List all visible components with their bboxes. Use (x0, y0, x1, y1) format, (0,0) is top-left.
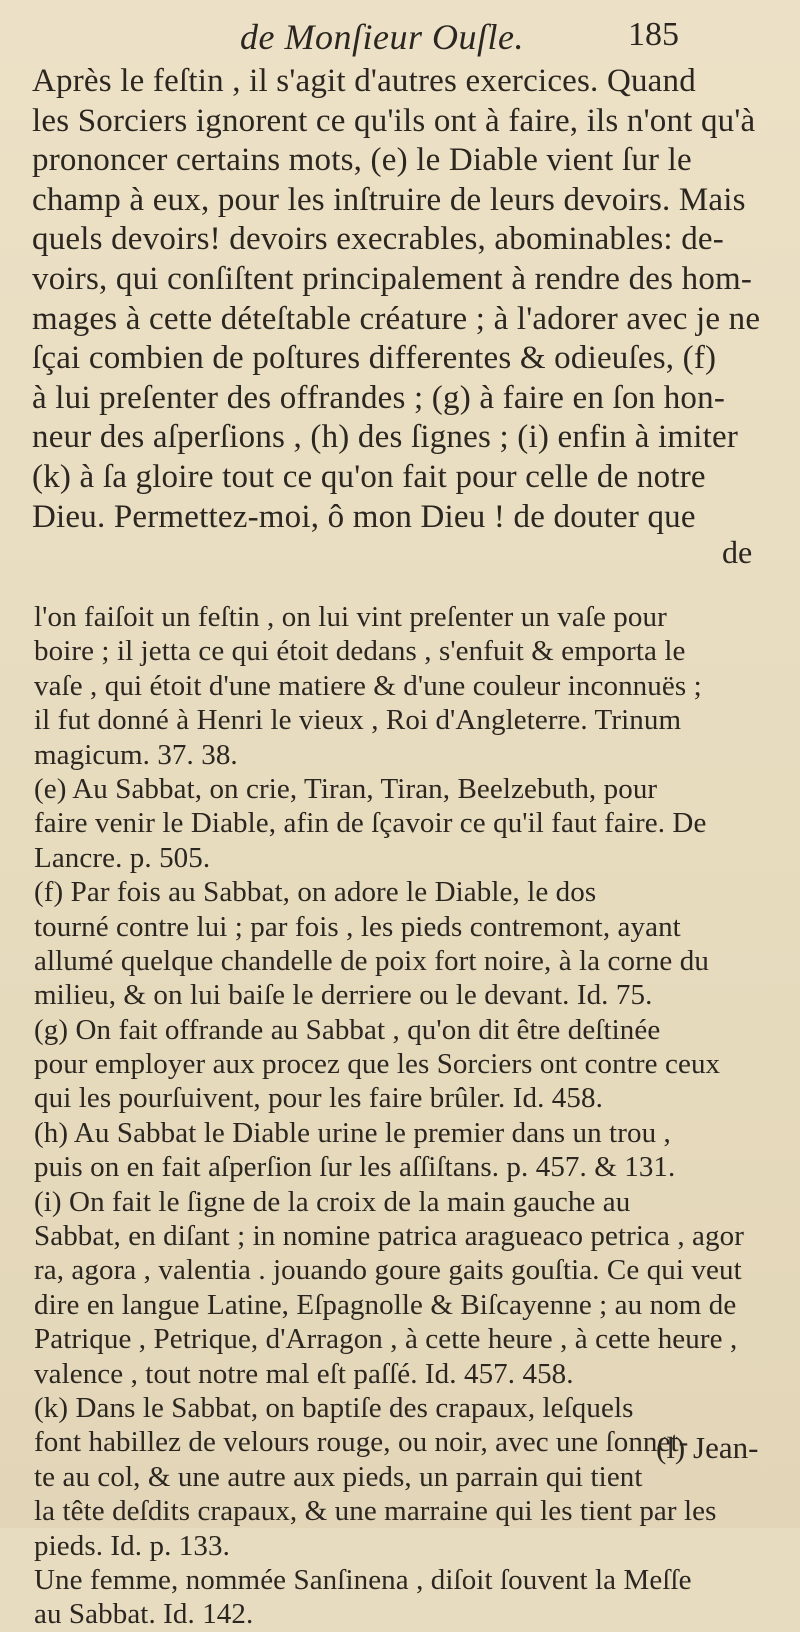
text-line: voirs, qui conſiſtent principalement à rendre des hom- (32, 260, 753, 297)
footnote-line: (e) Au Sabbat, on crie, Tiran, Tiran, Beelzebuth, pour (34, 772, 658, 805)
footnote-line: (f) Par fois au Sabbat, on adore le Diable, le dos (34, 876, 597, 909)
footnote-line: Patrique , Petrique, d'Arragon , à cette heure , à cette heure , (34, 1323, 738, 1356)
footnote-line: (i) On fait le ſigne de la croix de la main gauche au (34, 1185, 631, 1218)
footnote-line: allumé quelque chandelle de poix fort noire, à la corne du (34, 944, 709, 977)
text-line: mages à cette déteſtable créature ; à l'adorer avec je ne (32, 300, 761, 337)
footnote-line: font habillez de velours rouge, ou noir, avec une ſonnet- (34, 1426, 689, 1459)
main-text-block (32, 62, 770, 537)
footnote-line: au Sabbat. Id. 142. (34, 1598, 254, 1631)
footnote-line: milieu, & on lui baiſe le derriere ou le devant. Id. 75. (34, 979, 653, 1012)
footnote-line: pieds. Id. p. 133. (34, 1529, 230, 1562)
text-line: quels devoirs! devoirs execrables, abominables: de- (32, 221, 724, 258)
text-line: ſçai combien de poſtures differentes & odieuſes, (f) (32, 340, 717, 377)
footnote-line: il fut donné à Henri le vieux , Roi d'Angleterre. Trinum (34, 704, 682, 737)
footnote-line: pour employer aux procez que les Sorciers ont contre ceux (34, 1048, 721, 1081)
text-line: les Sorciers ignorent ce qu'ils ont à faire, ils n'ont qu'à (32, 102, 756, 139)
footnote-line: valence , tout notre mal eſt paſſé. Id. 457. 458. (34, 1357, 574, 1390)
footnote-line: vaſe , qui étoit d'une matiere & d'une couleur inconnuës ; (34, 669, 702, 702)
footnote-line: faire venir le Diable, afin de ſçavoir ce qu'il faut faire. De (34, 807, 707, 840)
text-line: neur des aſperſions , (h) des ſignes ; (i) enfin à imiter (32, 419, 739, 456)
footnote-line: Lancre. p. 505. (34, 841, 211, 874)
text-line: à lui preſenter des offrandes ; (g) à faire en ſon hon- (32, 379, 726, 416)
footnote-line: puis on en fait aſperſion ſur les aſſiſtans. p. 457. & 131. (34, 1151, 676, 1184)
running-title: de Monſieur Ouſle. (240, 17, 524, 57)
text-line: Après le feſtin , il s'agit d'autres exercices. Quand (32, 63, 696, 99)
footnote-line: dire en langue Latine, Eſpagnolle & Biſcayenne ; au nom de (34, 1288, 737, 1321)
footnotes-block (34, 600, 774, 1632)
footnote-line: ra, agora , valentia . jouando goure gaits gouſtia. Ce qui veut (34, 1254, 742, 1287)
text-line: (k) à ſa gloire tout ce qu'on fait pour celle de notre (32, 458, 706, 495)
footnote-line: te au col, & une autre aux pieds, un parrain qui tient (34, 1460, 643, 1493)
footnote-catchword: (l) Jean- (656, 1430, 759, 1465)
footnote-line: boire ; il jetta ce qui étoit dedans , s'enfuit & emporta le (34, 635, 686, 668)
text-line: champ à eux, pour les inſtruire de leurs devoirs. Mais (32, 181, 746, 218)
running-header (0, 10, 800, 60)
text-line: prononcer certains mots, (e) le Diable vient ſur le (32, 142, 692, 179)
main-catchword: de (722, 534, 753, 570)
footnote-line: (h) Au Sabbat le Diable urine le premier dans un trou , (34, 1116, 671, 1149)
footnote-line: la tête deſdits crapaux, & une marraine qui les tient par les (34, 1495, 717, 1528)
footnote-line: l'on faiſoit un feſtin , on lui vint preſenter un vaſe pour (34, 601, 667, 633)
page-number: 185 (628, 16, 679, 53)
footnote-line: qui les pourſuivent, pour les faire brûler. Id. 458. (34, 1082, 603, 1115)
footnote-line: magicum. 37. 38. (34, 738, 238, 771)
footnote-line: Une femme, nommée Sanſinena , diſoit ſouvent la Meſſe (34, 1563, 692, 1596)
text-line: Dieu. Permettez-moi, ô mon Dieu ! de douter que (32, 498, 696, 535)
footnote-line: (k) Dans le Sabbat, on baptiſe des crapaux, leſquels (34, 1391, 634, 1424)
footnote-line: tourné contre lui ; par fois , les pieds contremont, ayant (34, 910, 681, 943)
footnote-line: Sabbat, en diſant ; in nomine patrica aragueaco petrica , agor (34, 1220, 744, 1253)
footnote-line: (g) On fait offrande au Sabbat , qu'on dit être deſtinée (34, 1013, 661, 1046)
